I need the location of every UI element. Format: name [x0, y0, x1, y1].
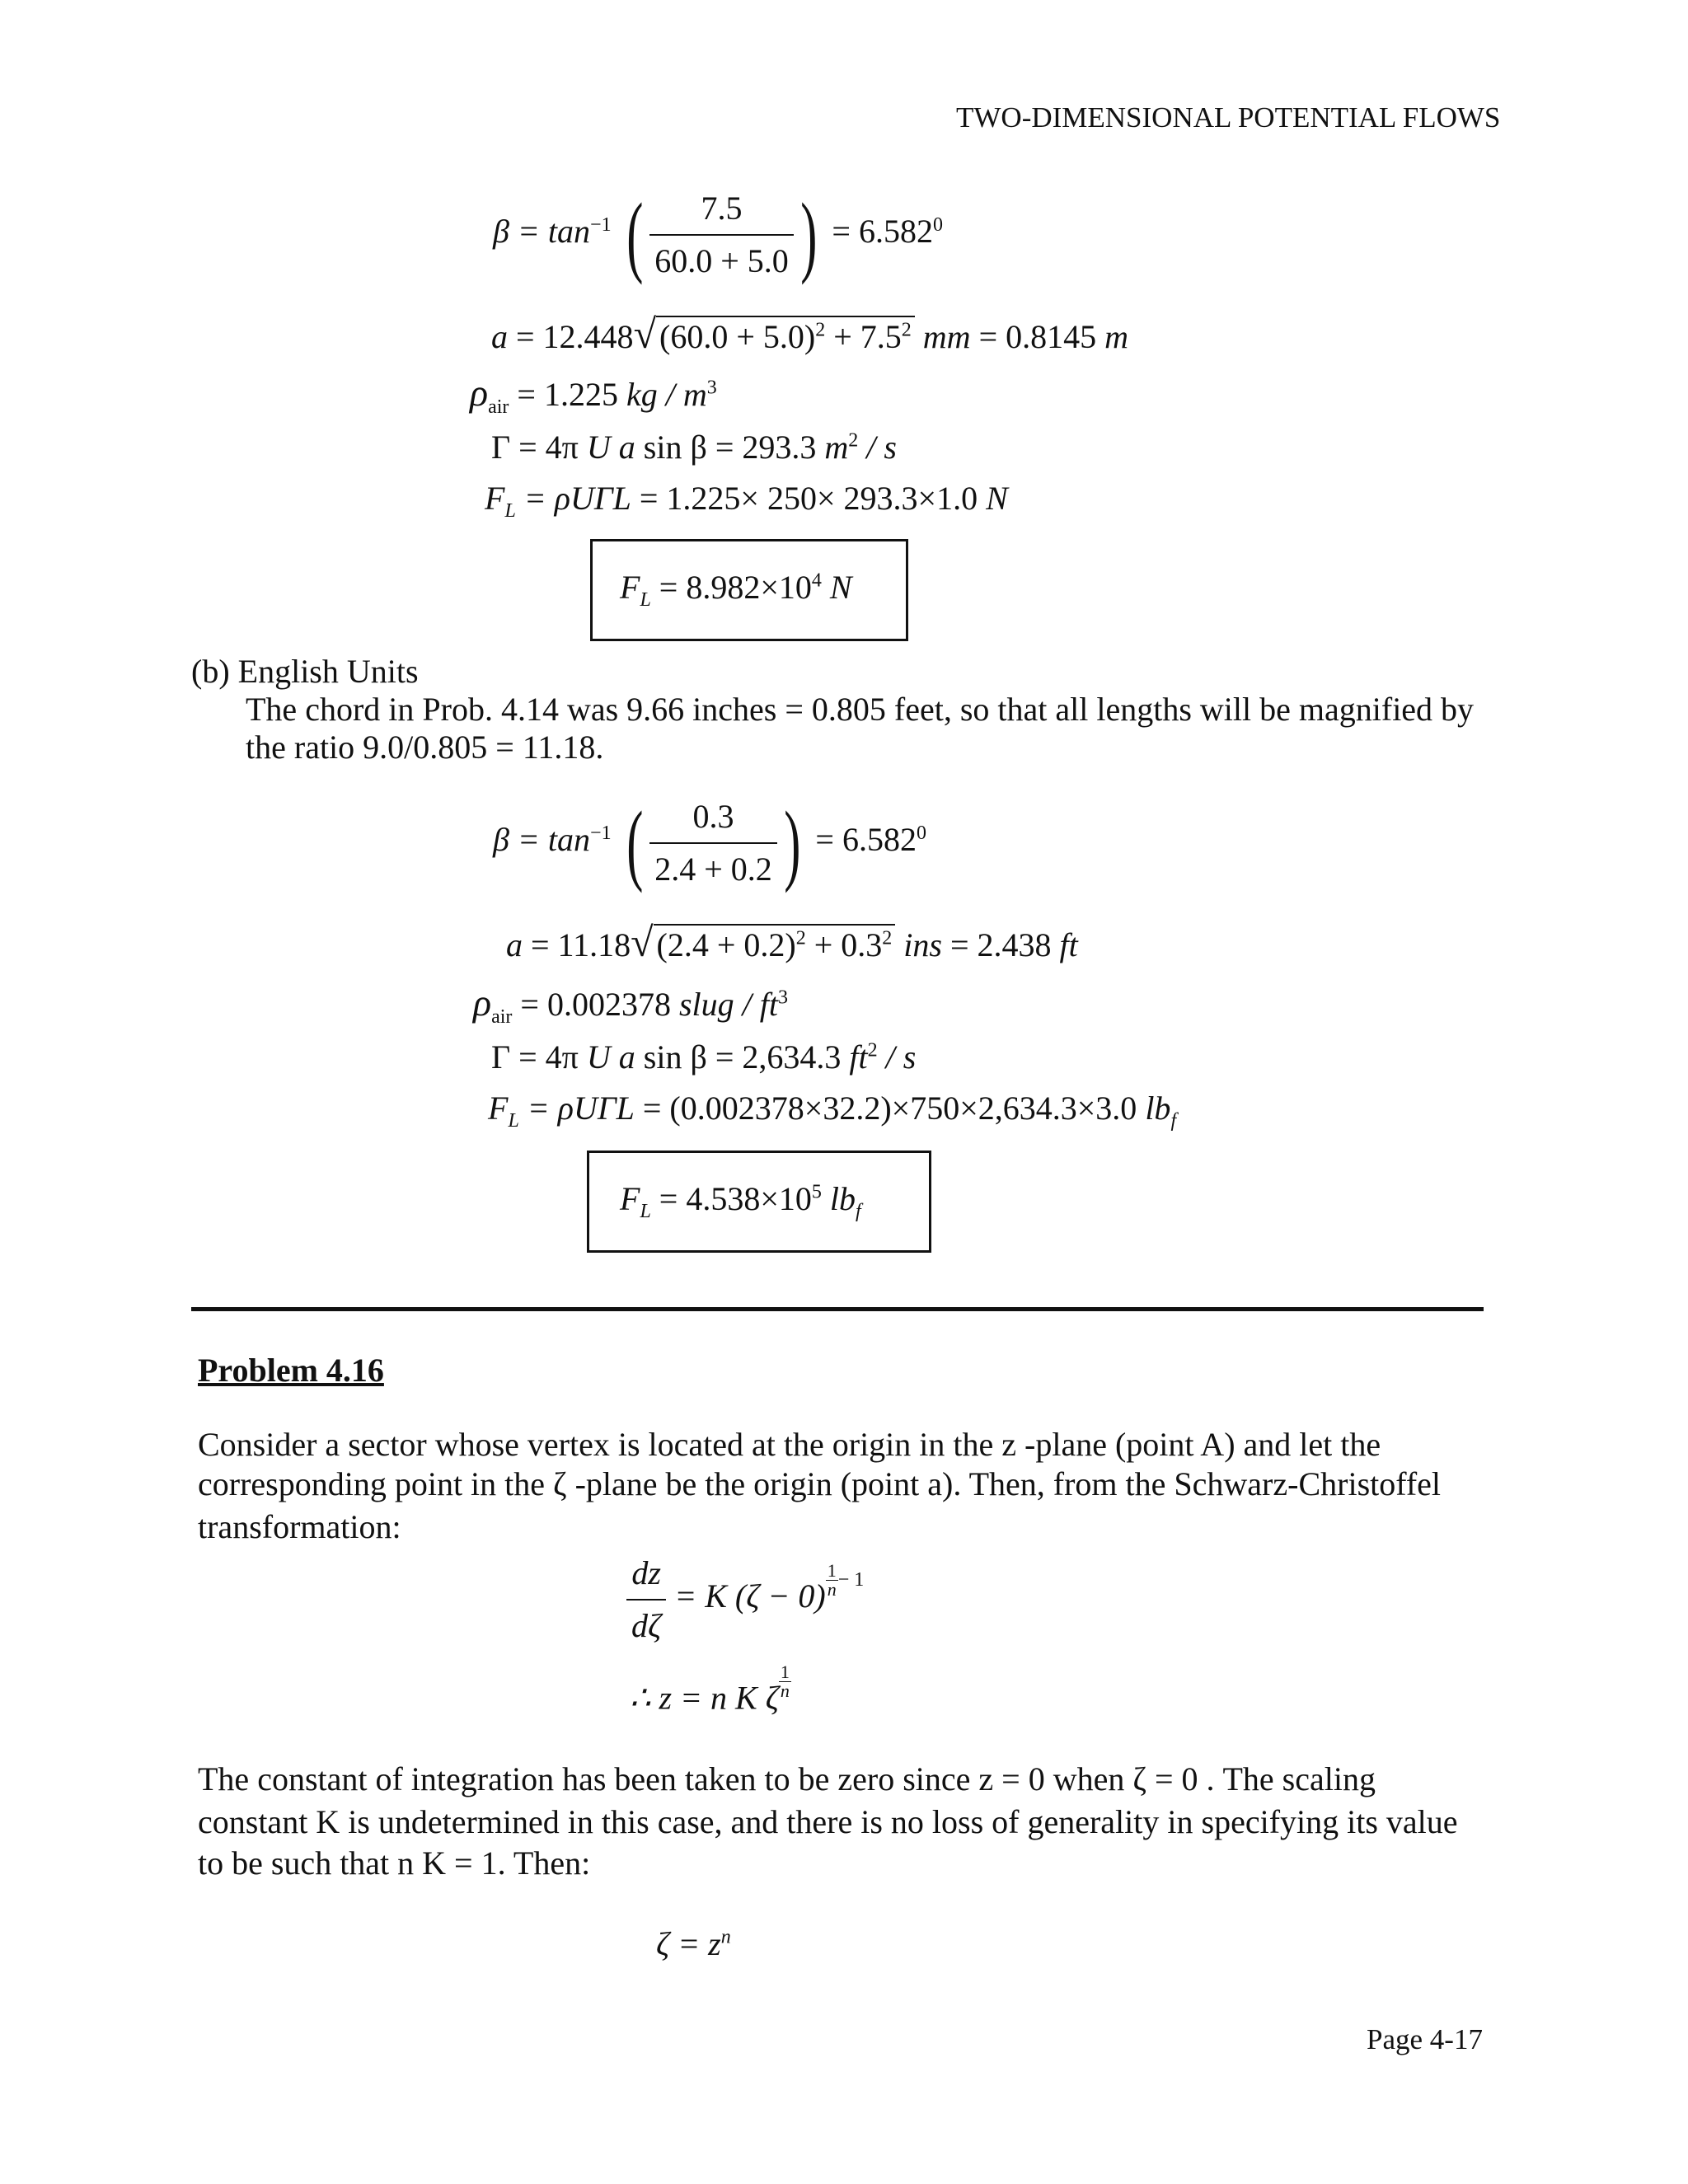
rho-unit-exp: 3 [778, 987, 788, 1009]
result-symbol: F [620, 569, 640, 606]
rho-subscript: air [491, 1006, 513, 1028]
part-b-line2: the ratio 9.0/0.805 = 11.18. [246, 729, 604, 766]
a-coefficient: = 12.448 [516, 318, 634, 355]
gamma-unit-tail: / s [858, 429, 897, 466]
result-symbol: F [620, 1180, 640, 1217]
rho-equation-a [470, 372, 717, 418]
radicand [654, 924, 896, 963]
gamma-unit-exp: 2 [867, 1039, 878, 1062]
square-sup: 2 [815, 319, 826, 341]
integrated-equation [630, 1663, 791, 1718]
gamma-mid: U a [586, 429, 635, 466]
a-equation-b [506, 921, 1078, 966]
lift-result-b [620, 1179, 861, 1220]
fraction-numerator: 0.3 [649, 796, 777, 844]
lift-unit: lb [1145, 1090, 1171, 1127]
exp-num: 1 [827, 1559, 837, 1581]
page-number: Page 4-17 [1367, 2023, 1483, 2055]
square-sup-2: 2 [882, 927, 893, 949]
gamma-equation-b [491, 1037, 916, 1078]
part-b-line1: The chord in Prob. 4.14 was 9.66 inches = 0.805 feet, so that all lengths will be magnified by [246, 691, 1475, 728]
problem-p1-line1: Consider a sector whose vertex is located at the origin in the z -plane (point A) and let the [198, 1426, 1381, 1463]
beta-rhs: = 6.582 [815, 821, 917, 859]
result-value: = 4.538×10 [659, 1180, 812, 1217]
radicand-term1: (2.4 + 0.2) [656, 926, 796, 963]
gamma-unit-tail: / s [877, 1038, 917, 1076]
a-symbol: a [506, 926, 523, 963]
square-sup: 2 [795, 927, 806, 949]
exp-num: 1 [780, 1661, 790, 1682]
a-result: = 2.438 [950, 926, 1052, 963]
section-divider [191, 1307, 1484, 1311]
a-result: = 0.8145 [978, 318, 1097, 355]
rho-unit: kg / m [626, 376, 707, 413]
running-header: TWO-DIMENSIONAL POTENTIAL FLOWS [956, 101, 1501, 134]
gamma-mid: U a [586, 1038, 635, 1076]
result-subscript: L [640, 1201, 651, 1222]
lift-subscript: L [504, 500, 516, 522]
a-symbol: a [491, 318, 508, 355]
zeta-lhs: ζ = z [656, 1925, 721, 1962]
exp-den: n [780, 1680, 790, 1701]
problem-p1-line3: transformation: [198, 1508, 401, 1545]
gamma-sin: sin β = 2,634.3 [643, 1038, 842, 1076]
result-subscript: L [640, 589, 651, 611]
integrated-exponent [779, 1663, 791, 1700]
a-equation-a [491, 313, 1128, 358]
beta-fraction [649, 188, 794, 282]
sc-exponent [826, 1559, 838, 1600]
a-unit: ins [903, 926, 942, 963]
lift-unit-sub: f [1170, 1110, 1177, 1132]
sqrt-icon: √ [631, 919, 654, 965]
lift-formula: = ρUΓL [527, 1090, 635, 1127]
result-unit-sub: f [856, 1201, 861, 1222]
rho-unit-exp: 3 [706, 377, 717, 399]
right-paren: ) [800, 185, 818, 285]
lift-substitution: = (0.002378×32.2)×750×2,634.3×3.0 [642, 1090, 1137, 1127]
gamma-unit: m [824, 429, 849, 466]
schwarz-christoffel-equation [626, 1553, 864, 1647]
radicand-term1: (60.0 + 5.0) [659, 318, 816, 355]
left-paren: ( [626, 185, 643, 285]
a-unit: mm [922, 318, 971, 355]
gamma-lhs: Γ = 4π [491, 1038, 579, 1076]
lift-symbol: F [488, 1090, 509, 1127]
degree-sup: 0 [932, 213, 943, 236]
part-b-heading: (b) English Units [191, 653, 419, 690]
beta-lhs: β = tan [493, 821, 591, 859]
lift-unit: N [986, 480, 1008, 517]
radicand-term2: + 0.3 [805, 926, 883, 963]
beta-fraction [649, 796, 777, 890]
zeta-exp: n [720, 1926, 731, 1948]
result-value: = 8.982×10 [659, 569, 812, 606]
right-paren: ) [784, 793, 801, 893]
problem-p2-line3: to be such that n K = 1. Then: [198, 1844, 591, 1882]
result-unit: lb [829, 1180, 856, 1217]
dz: dz [626, 1553, 666, 1601]
rho-equation-b [473, 982, 788, 1028]
rho-symbol: ρ [470, 372, 489, 414]
sqrt-icon: √ [633, 311, 657, 357]
gamma-equation-a [491, 427, 897, 468]
beta-rhs: = 6.582 [832, 213, 933, 251]
gamma-sin: sin β = 293.3 [643, 429, 817, 466]
fraction-numerator: 7.5 [649, 188, 794, 236]
a-result-unit: ft [1059, 926, 1078, 963]
gamma-unit-exp: 2 [848, 429, 859, 452]
result-exp: 5 [811, 1181, 822, 1203]
derivative-fraction [626, 1553, 666, 1647]
integrated-lhs: ∴ z = n K ζ [630, 1679, 779, 1717]
zeta-equation [656, 1924, 731, 1965]
lift-result-a [620, 567, 852, 611]
sc-rhs: = K (ζ − 0) [674, 1577, 826, 1615]
beta-equation-b [493, 793, 926, 893]
problem-p2-line2: constant K is undetermined in this case, and there is no loss of generality in specifying its value [198, 1803, 1458, 1840]
degree-sup: 0 [916, 822, 926, 844]
rho-value: = 1.225 [517, 376, 618, 413]
fraction-denominator: 2.4 + 0.2 [654, 851, 772, 888]
beta-equation-a [493, 185, 943, 285]
exp-den: n [827, 1578, 837, 1600]
rho-symbol: ρ [473, 982, 492, 1024]
inverse-sup: −1 [590, 822, 612, 844]
gamma-lhs: Γ = 4π [491, 429, 579, 466]
lift-equation-a [485, 478, 1008, 522]
exp-tail: − 1 [837, 1569, 865, 1591]
beta-lhs: β = tan [493, 213, 591, 251]
result-exp: 4 [811, 569, 822, 592]
problem-p2-line1: The constant of integration has been taken to be zero since z = 0 when ζ = 0 . The scaling [198, 1760, 1376, 1797]
inverse-sup: −1 [590, 213, 612, 236]
rho-value: = 0.002378 [520, 986, 671, 1023]
result-unit: N [829, 569, 852, 606]
rho-unit: slug / ft [678, 986, 778, 1023]
lift-subscript: L [508, 1110, 519, 1132]
gamma-unit: ft [849, 1038, 868, 1076]
lift-symbol: F [485, 480, 505, 517]
square-sup-2: 2 [901, 319, 912, 341]
lift-formula: = ρUΓL [523, 480, 631, 517]
radicand [656, 316, 915, 355]
lift-substitution: = 1.225× 250× 293.3×1.0 [639, 480, 978, 517]
problem-p1-line2: corresponding point in the ζ -plane be the origin (point a). Then, from the Schwarz-Christoffel [198, 1465, 1442, 1502]
radicand-term2: + 7.5 [825, 318, 902, 355]
a-coefficient: = 11.18 [531, 926, 631, 963]
fraction-denominator: 60.0 + 5.0 [654, 242, 789, 279]
left-paren: ( [626, 793, 643, 893]
a-result-unit: m [1104, 318, 1129, 355]
lift-equation-b [488, 1088, 1177, 1132]
problem-title: Problem 4.16 [198, 1352, 384, 1389]
rho-subscript: air [488, 396, 509, 418]
dzeta: dζ [631, 1607, 662, 1644]
